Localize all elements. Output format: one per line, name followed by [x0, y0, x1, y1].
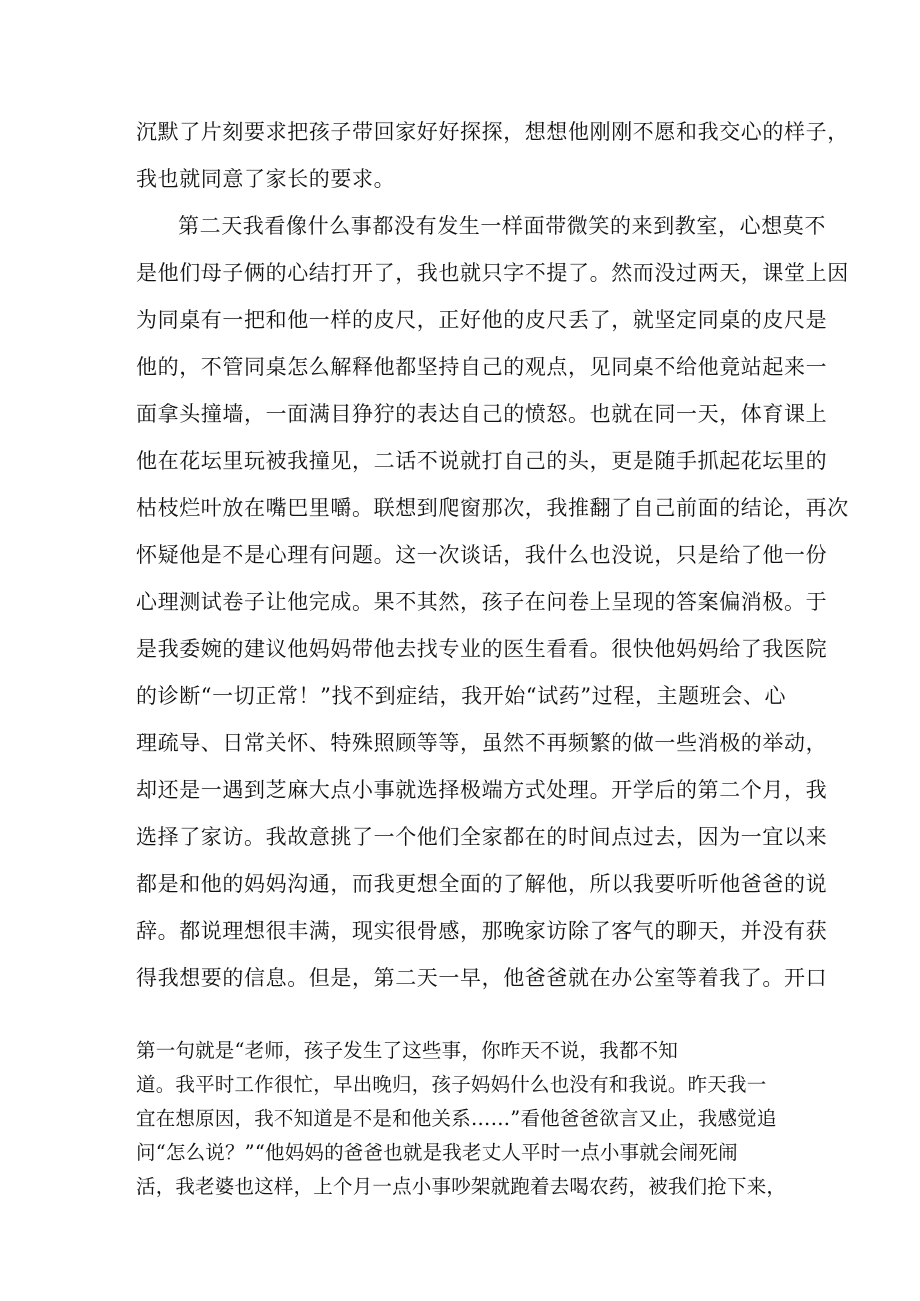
text-line: 道。我平时工作很忙，早出晚归，孩子妈妈什么也没有和我说。昨天我一 [136, 1073, 767, 1096]
text-line: 是我委婉的建议他妈妈带他去找专业的医生看看。很快他妈妈给了我医院 [136, 637, 828, 661]
text-line: 辞。都说理想很丰满，现实很骨感，那晚家访除了客气的聊天，并没有获 [136, 919, 828, 943]
text-line: 都是和他的妈妈沟通，而我更想全面的了解他，所以我要听听他爸爸的说 [136, 872, 828, 896]
text-line: 他的，不管同桌怎么解释他都坚持自己的观点，见同桌不给他竟站起来一 [136, 355, 828, 379]
text-line: 他在花坛里玩被我撞见，二话不说就打自己的头，更是随手抓起花坛里的 [136, 449, 828, 473]
text-line: 沉默了片刻要求把孩子带回家好好探探，想想他刚刚不愿和我交心的样子， [136, 120, 849, 144]
text-line: 选择了家访。我故意挑了一个他们全家都在的时间点过去，因为一宜以来 [136, 825, 828, 849]
text-line: 第一句就是“老师，孩子发生了这些事，你昨天不说，我都不知 [136, 1039, 679, 1062]
paragraph-first-line: 第二天我看像什么事都没有发生一样面带微笑的来到教室，心想莫不 [178, 214, 826, 238]
text-line: 我也就同意了家长的要求。 [136, 167, 396, 191]
text-line: 是他们母子俩的心结打开了，我也就只字不提了。然而没过两天，课堂上因 [136, 261, 849, 285]
text-line: 心理测试卷子让他完成。果不其然，孩子在问卷上呈现的答案偏消极。于 [136, 590, 828, 614]
text-line: 的诊断“一切正常！”找不到症结，我开始“试药”过程，主题班会、心 [136, 684, 787, 708]
text-line: 得我想要的信息。但是，第二天一早，他爸爸就在办公室等着我了。开口 [136, 966, 828, 990]
text-line: 活，我老婆也这样，上个月一点小事吵架就跑着去喝农药，被我们抢下来， [136, 1175, 787, 1198]
text-line: 却还是一遇到芝麻大点小事就选择极端方式处理。开学后的第二个月，我 [136, 778, 828, 802]
text-line: 面拿头撞墙，一面满目狰狞的表达自己的愤怒。也就在同一天，体育课上 [136, 402, 828, 426]
text-line: 枯枝烂叶放在嘴巴里嚼。联想到爬窗那次，我推翻了自己前面的结论，再次 [136, 496, 849, 520]
text-line: 理疏导、日常关怀、特殊照顾等等，虽然不再频繁的做一些消极的举动， [136, 731, 828, 755]
text-line: 为同桌有一把和他一样的皮尺，正好他的皮尺丢了，就坚定同桌的皮尺是 [136, 308, 828, 332]
text-line: 宜在想原因，我不知道是不是和他关系……”看他爸爸欲言又止，我感觉追 [136, 1107, 777, 1130]
text-line: 怀疑他是不是心理有问题。这一次谈话，我什么也没说，只是给了他一份 [136, 543, 828, 567]
text-line: 问“怎么说？”“他妈妈的爸爸也就是我老丈人平时一点小事就会闹死闹 [136, 1141, 738, 1164]
